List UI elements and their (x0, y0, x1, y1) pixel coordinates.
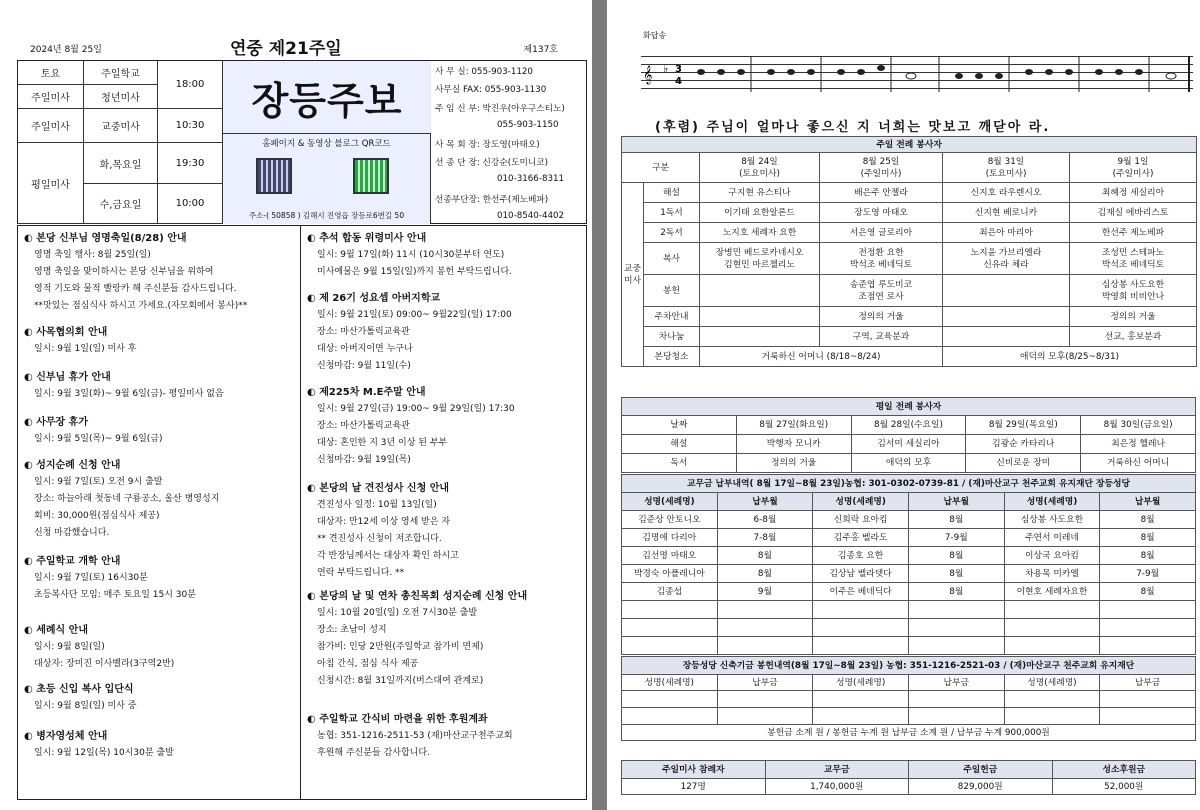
table-cell (717, 619, 813, 637)
mass-cell: 청년미사 (84, 85, 158, 109)
table-cell: 8월 30일(금요일) (1081, 416, 1196, 435)
table-cell (1100, 601, 1196, 619)
table-cell: 8월 (1100, 511, 1196, 529)
table-cell (943, 327, 1070, 347)
mass-cell: 수,금요일 (84, 184, 158, 224)
table-cell: 날짜 (622, 416, 737, 435)
table-cell: 7-8월 (717, 529, 813, 547)
table-cell (717, 637, 813, 655)
announcement-line: 일시: 9월 7일(토) 16시30분 (34, 573, 148, 583)
table-cell (1004, 637, 1100, 655)
offering-summary-table (621, 760, 1196, 795)
homepage-qr-code[interactable] (256, 158, 292, 194)
table-cell (700, 327, 820, 347)
table-cell: 구역, 교육분과 (820, 327, 943, 347)
table-cell: 8월 (908, 565, 1004, 583)
table-cell: 김재실 에바리스토 (1070, 203, 1197, 223)
table-cell: 8월 31일 (토요미사) (943, 153, 1070, 183)
table-cell (1100, 637, 1196, 655)
mass-cell: 10:00 (158, 184, 223, 224)
psalm-label: 화답송 (643, 31, 667, 40)
contact-line: 선종부단장: 한선주(제노베파) (435, 195, 549, 205)
announcement-line: 대상: 아버지이면 누구나 (317, 344, 413, 354)
table-cell: 성명(세례명) (622, 675, 718, 691)
table-row (622, 691, 1196, 708)
table-cell: 봉헌 (644, 275, 700, 307)
table-cell: 8월 25일 (주일미사) (820, 153, 943, 183)
table-title (622, 398, 1196, 416)
announcement (307, 230, 512, 281)
announcement-line: 일시: 10월 20일(일) 오전 7시30분 출발 (317, 608, 478, 618)
table-row (622, 183, 1197, 203)
table-cell: 거룩하신 어머니 (8/18~8/24) (700, 347, 943, 367)
contact-line: 055-903-1150 (497, 120, 559, 130)
table-cell: 장도영 마태오 (820, 203, 943, 223)
table-cell: 교무금 (765, 761, 909, 779)
announcement-line: 일시: 9월 3일(화)~ 9월 6일(금)- 평일미사 없음 (34, 389, 224, 399)
table-cell (943, 275, 1070, 307)
table-cell: 성명(세례명) (1004, 675, 1100, 691)
table-cell: 8월 24일 (토요미사) (700, 153, 820, 183)
table-cell: 서은영 글로리아 (820, 223, 943, 243)
table-cell: 이기태 요한알론드 (700, 203, 820, 223)
liturgical-week: 연중 제21주일 (230, 39, 342, 59)
fund-footer (622, 725, 1196, 741)
table-cell: 정의의 거울 (820, 307, 943, 327)
mass-cell: 주일미사 (18, 109, 84, 143)
announcement-line: 신청마감: 9월 19일(목) (317, 455, 411, 465)
table-cell (622, 637, 718, 655)
table-cell: 김명애 다리아 (622, 529, 718, 547)
announcement (307, 588, 527, 690)
table-cell: 8월 (1100, 547, 1196, 565)
table-cell (1100, 691, 1196, 708)
table-cell: 해설 (622, 435, 737, 454)
table-cell (908, 619, 1004, 637)
right-page (607, 0, 1200, 810)
announcement-line: 일시: 9월 17일(화) 11시 (10시30분부터 연도) (317, 250, 505, 260)
table-cell: 복사 (644, 243, 700, 275)
table-row (622, 675, 1196, 691)
building-fund-table (621, 656, 1196, 741)
announcement (24, 414, 163, 448)
table-cell: 52,000원 (1052, 779, 1196, 795)
table-cell: 김준상 안토니오 (622, 511, 718, 529)
table-cell: 거룩하신 어머니 (1081, 454, 1196, 473)
table-cell (717, 708, 813, 725)
announcement (307, 290, 512, 375)
announcement-title: ◐ 주일학교 간식비 마련을 위한 후원계좌 (307, 714, 488, 725)
table-cell: 차용목 미카엘 (1004, 565, 1100, 583)
table-row (622, 223, 1197, 243)
announcement (24, 681, 137, 715)
table-cell: 한선주 제노베파 (1070, 223, 1197, 243)
announcement-line: 대상자: 만12세 이상 영세 받은 자 (317, 517, 451, 527)
announcement (24, 324, 137, 358)
table-cell: 선교, 홍보분과 (1070, 327, 1197, 347)
table-cell: 최은아 마리아 (943, 223, 1070, 243)
table-cell: 주연서 이레네 (1004, 529, 1100, 547)
table-title (622, 657, 1196, 675)
table-cell: 신비로운 장미 (966, 454, 1081, 473)
table-cell: 심상봉 사도요한 (1004, 511, 1100, 529)
table-cell (622, 691, 718, 708)
table-cell: 신희락 요아킴 (813, 511, 909, 529)
table-cell: 127명 (622, 779, 766, 795)
table-row (622, 779, 1196, 795)
table-cell: 이주은 베네딕다 (813, 583, 909, 601)
table-cell: 7-9월 (908, 529, 1004, 547)
table-cell: 납부금 (1100, 675, 1196, 691)
table-row (622, 416, 1196, 435)
table-cell: 노지호 세례자 요한 (700, 223, 820, 243)
table-cell: 납부월 (717, 493, 813, 511)
mass-cell: 18:00 (158, 61, 223, 109)
announcement-title: ◐ 주일학교 개학 안내 (24, 556, 121, 567)
mass-cell: 토요 (18, 61, 84, 85)
table-cell: 김종호 요한 (813, 547, 909, 565)
table-cell (1004, 691, 1100, 708)
table-cell (622, 708, 718, 725)
table-cell: 8월 (908, 511, 1004, 529)
announcement (24, 622, 174, 673)
announcement-line: 영적 기도와 물적 빨랑카 해 주신분들 감사드립니다. (34, 284, 237, 294)
svg-text:♭: ♭ (663, 62, 669, 75)
announcement-line: 일시: 9월 12일(목) 10시30분 출발 (34, 748, 174, 758)
table-cell: 신지현 베로니카 (943, 203, 1070, 223)
table-cell (622, 619, 718, 637)
svg-text:3: 3 (675, 64, 682, 75)
bulletin-logo: 장등주보 (223, 61, 431, 134)
table-cell: 8월 (908, 547, 1004, 565)
announcement-line: 일시: 9월 21일(토) 09:00~ 9월22일(일) 17:00 (317, 310, 512, 320)
table-cell: 장등성당 신축기금 봉헌내역(8월 17일~8월 23일) 농협: 351-1216-2521-03 / (재)마산교구 천주교회 유지재단 (622, 657, 1196, 675)
announcement-title: ◐ 사무장 휴가 (24, 417, 88, 428)
announcement-title: ◐ 제225차 M.E주말 안내 (307, 387, 426, 398)
table-cell: 박경숙 아폴레니아 (622, 565, 718, 583)
table-cell: 최은정 헬레나 (1081, 435, 1196, 454)
table-row (622, 708, 1196, 725)
mass-schedule-box (17, 60, 587, 224)
qr-panel (223, 134, 431, 224)
table-title (622, 137, 1197, 153)
announcement-line: 후원해 주신분들 감사합니다. (317, 748, 430, 758)
table-cell: 성명(세례명) (1004, 493, 1100, 511)
table-row (622, 583, 1196, 601)
announcement-line: ** 견진성사 신청이 저조합니다. (317, 534, 442, 544)
table-cell: 8월 28일(수요일) (851, 416, 966, 435)
table-cell (813, 637, 909, 655)
announcement-title: ◐ 세례식 안내 (24, 625, 88, 636)
announcement-line: 일시: 9월 7일(토) 오전 9시 출발 (34, 477, 163, 487)
blog-qr-code[interactable] (353, 158, 389, 194)
table-cell (622, 601, 718, 619)
announcement-line: 일시: 9월 8일(일) (34, 642, 105, 652)
table-row (622, 637, 1196, 655)
table-row (622, 511, 1196, 529)
table-cell: 봉헌금 소계 원 / 봉헌금 누계 원 납부금 소계 원 / 납부금 누계 900,000원 (622, 725, 1196, 741)
table-cell: 심상봉 사도요한 박영희 비비안나 (1070, 275, 1197, 307)
table-cell: 김선명 마태오 (622, 547, 718, 565)
mass-cell: 주일미사 (18, 85, 84, 109)
table-cell: 김상남 벨라뎃다 (813, 565, 909, 583)
table-cell: 8월 29일(목요일) (966, 416, 1081, 435)
mass-cell: 주일학교 (84, 61, 158, 85)
table-row (622, 435, 1196, 454)
announcement-line: 영명 축일 행사: 8월 25일(일) (34, 250, 151, 260)
table-cell: 성명(세례명) (622, 493, 718, 511)
qr-title: 홈페이지 & 동영상 블로그 QR코드 (262, 139, 391, 149)
table-cell: 8월 (1100, 529, 1196, 547)
church-address: 주소-( 50858 ) 김해시 진영읍 장등로6번길 50 (248, 211, 405, 220)
table-title (622, 475, 1196, 493)
table-cell: 1,740,000원 (765, 779, 909, 795)
table-cell: 성소후원금 (1052, 761, 1196, 779)
table-cell (908, 601, 1004, 619)
table-cell: 1독서 (644, 203, 700, 223)
announcement-title: ◐ 본당의 날 견진성사 신청 안내 (307, 483, 450, 494)
table-cell: 독서 (622, 454, 737, 473)
announcement (307, 384, 515, 469)
table-cell: 김종섭 (622, 583, 718, 601)
table-cell: 노지윤 가브리엘라 신유라 체라 (943, 243, 1070, 275)
announcement-title: ◐ 초등 신입 복사 입단식 (24, 684, 134, 695)
table-cell: 이상국 요아킴 (1004, 547, 1100, 565)
table-cell: 829,000원 (909, 779, 1053, 795)
table-row (622, 761, 1196, 779)
svg-text:4: 4 (675, 76, 682, 87)
announcement-line: 회비: 30,000원(점심식사 제공) (34, 511, 160, 521)
table-row (622, 601, 1196, 619)
announcement-line: 각 반장님께서는 대상자 확인 하시고 (317, 551, 459, 561)
announcement-line: 신청 마감했습니다. (34, 528, 110, 538)
table-cell: 납부금 (908, 675, 1004, 691)
contact-line: 주 임 신 부: 박진우(아우구스티노) (435, 104, 565, 114)
table-cell (1004, 619, 1100, 637)
announcement-line: 일시: 9월 5일(목)~ 9월 6일(금) (34, 434, 163, 444)
mass-cell: 19:30 (158, 143, 223, 184)
mass-cell: 화,목요일 (84, 143, 158, 184)
sunday-ministers-table (621, 136, 1197, 367)
table-row (622, 275, 1197, 307)
table-cell (717, 601, 813, 619)
mass-cell: 평일미사 (18, 143, 84, 224)
table-row (622, 243, 1197, 275)
table-cell: 납부금 (717, 675, 813, 691)
table-cell: 신지호 라우렌시오 (943, 183, 1070, 203)
announcement-line: 대상자: 장미진 이사벨라(3구역2반) (34, 659, 175, 669)
announcement-line: 견진성사 일정: 10월 13일(일) (317, 500, 437, 510)
table-cell: 9월 1일 (주일미사) (1070, 153, 1197, 183)
table-cell: 조성민 스테파노 박석조 베네딕토 (1070, 243, 1197, 275)
announcement-line: 신청마감: 9월 11일(수) (317, 361, 411, 371)
announcement-line: 일시: 9월 8일(일) 미사 중 (34, 701, 137, 711)
psalm-score (635, 28, 1195, 110)
table-cell (1100, 708, 1196, 725)
table-cell (813, 619, 909, 637)
announcement-line: 미사예물은 9월 15일(일)까지 봉헌 부탁드립니다. (317, 267, 512, 277)
table-cell: 납부월 (1100, 493, 1196, 511)
table-cell: 차나눔 (644, 327, 700, 347)
announcement-title: ◐ 추석 합동 위령미사 안내 (307, 233, 427, 244)
table-cell: 애덕의 모후 (851, 454, 966, 473)
table-cell (1100, 619, 1196, 637)
table-cell (908, 708, 1004, 725)
contact-line: 사 무 실: 055-903-1120 (435, 67, 533, 77)
table-row (622, 307, 1197, 327)
announcement-line: **맛있는 점심식사 하시고 가세요.(자모회에서 봉사)** (34, 301, 248, 311)
table-row (622, 619, 1196, 637)
announcements-column-2 (301, 226, 588, 799)
announcement-line: 일시: 9월 27일(금) 19:00~ 9월 29일(일) 17:30 (317, 404, 515, 414)
bulletin-date: 2024년 8월 25일 (30, 45, 102, 55)
announcement-line: 영명 축일을 맞이하시는 본당 신부님을 위하여 (34, 267, 214, 277)
table-row (622, 347, 1197, 367)
table-cell (717, 691, 813, 708)
table-cell: 주일 전례 봉사자 (622, 137, 1197, 153)
table-cell: 7-9월 (1100, 565, 1196, 583)
svg-text:𝄞: 𝄞 (643, 65, 653, 84)
announcement-line: 신청시간: 8월 31일까지(버스대여 관계로) (317, 676, 484, 686)
contact-line: 010-3166-8311 (497, 174, 565, 184)
announcement-line: 장소: 하늘아래 첫동네 구룡공소, 울산 병영성지 (34, 494, 220, 504)
announcement-line: 장소: 초남이 성지 (317, 625, 387, 635)
table-cell: 주차안내 (644, 307, 700, 327)
table-cell (1004, 708, 1100, 725)
announcement-title: ◐ 병자영성체 안내 (24, 731, 108, 742)
table-row (622, 153, 1197, 183)
announcement-line: 초등복사단 모임: 매주 토요일 15시 30분 (34, 590, 196, 600)
announcement (307, 480, 459, 582)
table-cell: 이현호 세례자요한 (1004, 583, 1100, 601)
table-cell: 2독서 (644, 223, 700, 243)
table-cell (908, 691, 1004, 708)
left-page (0, 0, 592, 810)
table-row (622, 203, 1197, 223)
table-cell: 정의의 거울 (736, 454, 851, 473)
table-cell: 8월 (717, 565, 813, 583)
table-cell: 정의의 거울 (1070, 307, 1197, 327)
announcement-title: ◐ 본당의 날 및 연차 총친목회 성지순례 신청 안내 (307, 591, 528, 602)
music-notes (641, 50, 1193, 100)
table-cell: 장병민 베드로카네시오 김현민 마르첼리노 (700, 243, 820, 275)
announcement-title: ◐ 성지순례 신청 안내 (24, 460, 121, 471)
announcement-title: ◐ 신부님 휴가 안내 (24, 372, 111, 383)
mass-cell: 교중미사 (84, 109, 158, 143)
announcement-title: ◐ 본당 신부님 영명축일(8/28) 안내 (24, 233, 187, 244)
psalm-refrain: (후렴) 주님이 얼마나 좋으신 지 너희는 맛보고 깨닫아 라. (655, 120, 1051, 135)
table-row (622, 529, 1196, 547)
table-cell (943, 307, 1070, 327)
announcement (24, 728, 174, 762)
table-cell (813, 691, 909, 708)
announcement-title: ◐ 제 26기 성요셉 아버지학교 (307, 293, 441, 304)
table-row (622, 327, 1197, 347)
announcement-line: 연락 부탁드립니다. ** (317, 568, 405, 578)
table-row (622, 547, 1196, 565)
table-cell: 전정환 요한 박석조 베네딕토 (820, 243, 943, 275)
weekday-ministers-table (621, 397, 1196, 473)
announcement (307, 711, 513, 762)
table-row (622, 493, 1196, 511)
table-cell: 8월 27일(화요일) (736, 416, 851, 435)
table-cell: 최혜정 세실리아 (1070, 183, 1197, 203)
announcement-line: 참가비: 인당 2만원(주일학교 참가비 면제) (317, 642, 484, 652)
table-cell (813, 601, 909, 619)
issue-number: 제137호 (523, 45, 558, 55)
announcement (24, 553, 196, 604)
table-row (622, 454, 1196, 473)
table-cell: 김주홍 벨라도 (813, 529, 909, 547)
table-cell: 납부월 (908, 493, 1004, 511)
music-staff (641, 56, 1193, 92)
table-cell: 6-8월 (717, 511, 813, 529)
table-cell: 8월 (908, 583, 1004, 601)
table-cell: 교중미사 (622, 183, 644, 367)
table-cell (813, 708, 909, 725)
table-cell: 배은주 안젤라 (820, 183, 943, 203)
table-cell: 8월 (717, 547, 813, 565)
announcement-line: 장소: 마산가톨릭교육관 (317, 327, 410, 337)
table-cell: 박행자 모니카 (736, 435, 851, 454)
table-cell: 구지현 유스티나 (700, 183, 820, 203)
announcement (24, 230, 247, 315)
announcements (17, 225, 587, 800)
announcement-line: 대상: 혼인한 지 3년 이상 된 부부 (317, 438, 448, 448)
announcement (24, 457, 219, 542)
table-cell: 평일 전례 봉사자 (622, 398, 1196, 416)
announcement-line: 아침 간식, 점심 식사 제공 (317, 659, 419, 669)
announcement-title: ◐ 사목협의회 안내 (24, 327, 108, 338)
dues-table (621, 474, 1196, 655)
announcement (24, 369, 224, 403)
announcement-line: 농협: 351-1216-2511-53 (재)마산교구천주교회 (317, 731, 513, 741)
table-row (622, 565, 1196, 583)
mass-cell: 10:30 (158, 109, 223, 143)
table-cell (1004, 601, 1100, 619)
contact-line: 선 종 단 장: 신강순(도미니코) (435, 158, 549, 168)
table-cell: 김서미 세실리아 (851, 435, 966, 454)
table-cell: 9월 (717, 583, 813, 601)
announcement-line: 일시: 9월 1일(일) 미사 후 (34, 344, 137, 354)
bulletin-header (20, 30, 588, 59)
table-cell: 주일미사 참례자 (622, 761, 766, 779)
table-cell (700, 307, 820, 327)
table-cell: 김광순 카타리나 (966, 435, 1081, 454)
announcement-line: 장소: 마산가톨릭교육관 (317, 421, 410, 431)
contact-line: 사무실 FAX: 055-903-1130 (435, 85, 547, 95)
table-cell: 송준엽 루도비코 조점연 로사 (820, 275, 943, 307)
table-cell: 해설 (644, 183, 700, 203)
table-cell: 주일헌금 (909, 761, 1053, 779)
table-cell: 성명(세례명) (813, 493, 909, 511)
table-cell: 8월 (1100, 583, 1196, 601)
table-cell: 애덕의 모후(8/25~8/31) (943, 347, 1197, 367)
table-cell (700, 275, 820, 307)
announcements-column-1 (18, 226, 301, 799)
table-cell: 성명(세례명) (813, 675, 909, 691)
table-cell: 구분 (622, 153, 700, 183)
contact-line: 010-8540-4402 (497, 211, 565, 221)
table-cell (908, 637, 1004, 655)
table-cell: 본당청소 (644, 347, 700, 367)
contact-line: 사 목 회 장: 장도영(마태오) (435, 140, 540, 150)
table-cell: 교무금 납부내역( 8월 17일~8월 23일)농협: 301-0302-0739-81 / (재)마산교구 천주교회 유지재단 장등성당 (622, 475, 1196, 493)
